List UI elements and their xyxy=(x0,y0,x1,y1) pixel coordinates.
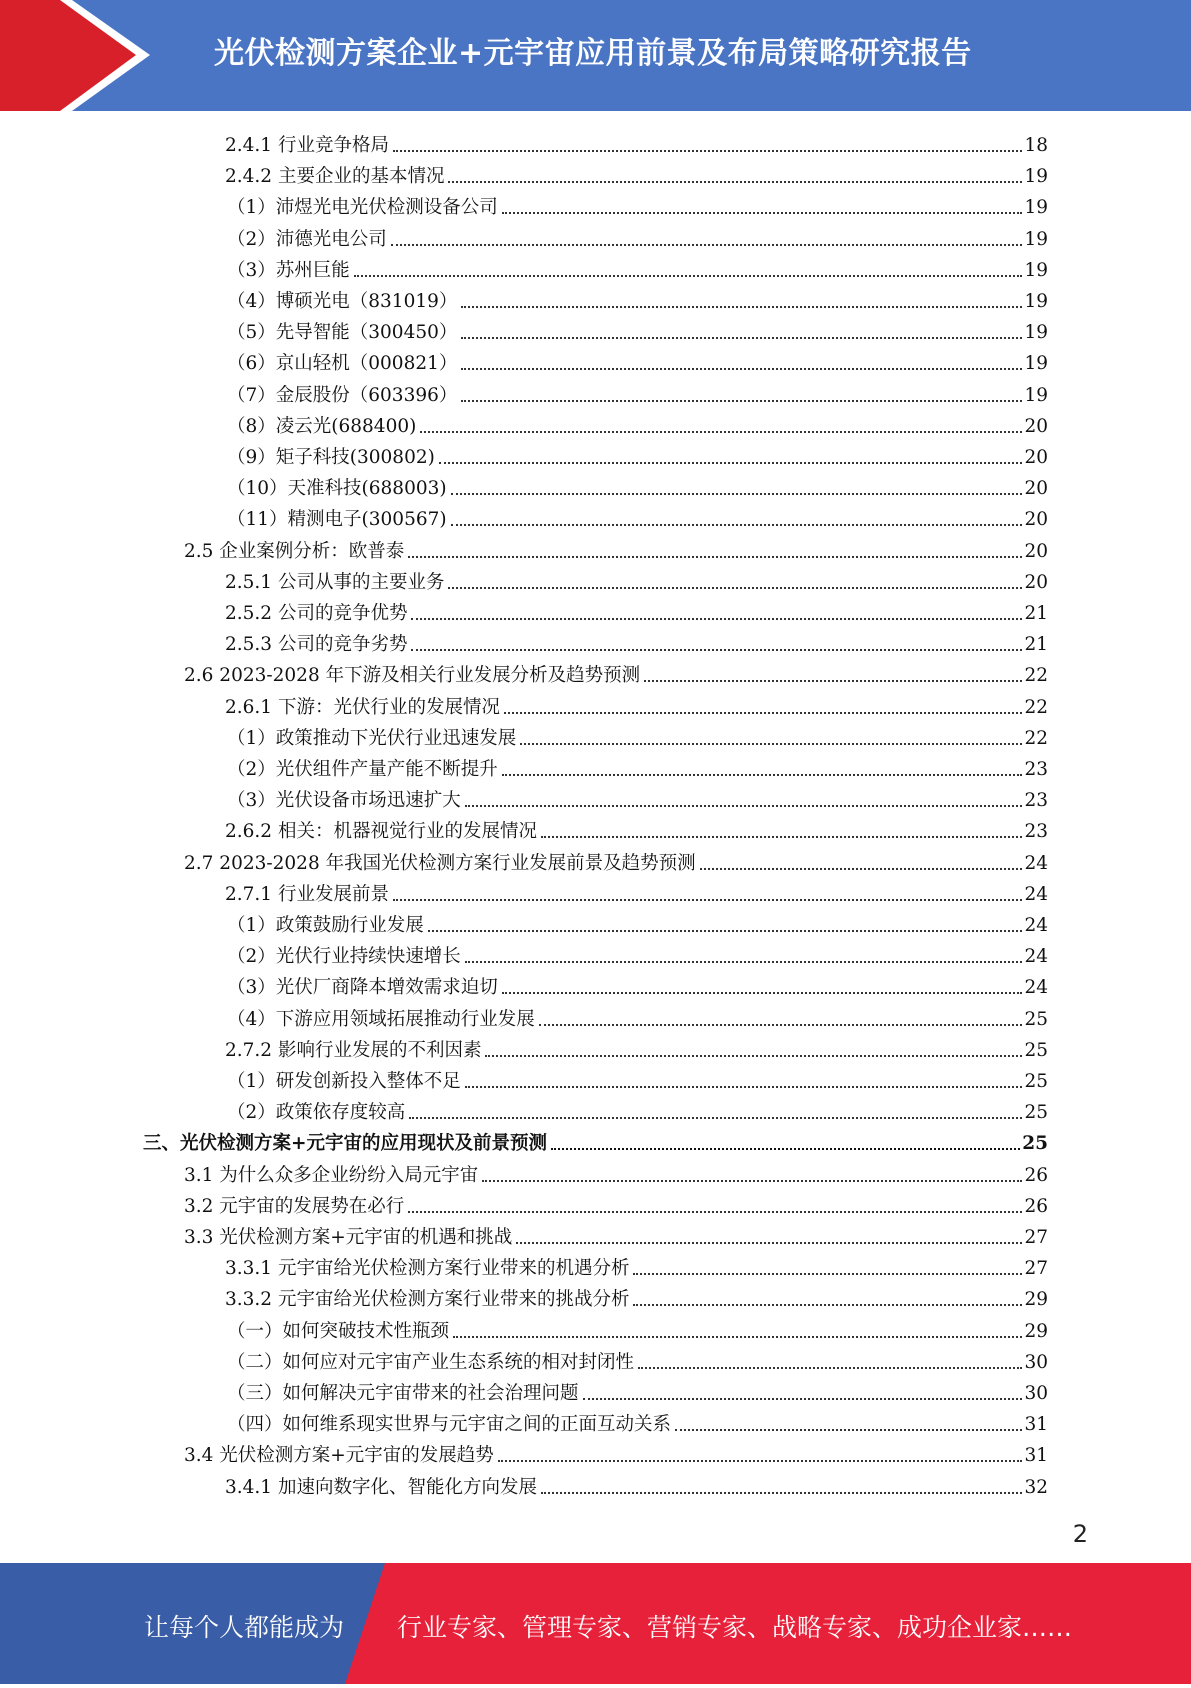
toc-entry-title: 2.7.2 影响行业发展的不利因素 xyxy=(225,1039,482,1061)
toc-dot-leader xyxy=(461,368,1022,370)
toc-entry[interactable] xyxy=(227,939,1048,969)
toc-dot-leader xyxy=(448,587,1022,589)
toc-entry-title: （2）光伏行业持续快速增长 xyxy=(227,946,461,968)
toc-entry-title: （1）研发创新投入整体不足 xyxy=(227,1071,461,1092)
toc-dot-leader xyxy=(393,150,1022,152)
toc-entry-title: 2.5.1 公司从事的主要业务 xyxy=(225,571,445,593)
toc-dot-leader xyxy=(409,1117,1022,1119)
toc-entry-page: 32 xyxy=(1024,1476,1048,1498)
toc-entry-title: （3）光伏厂商降本增效需求迫切 xyxy=(227,977,498,999)
toc-entry-title: 三、光伏检测方案+元宇宙的应用现状及前景预测 xyxy=(143,1133,548,1155)
toc-entry-title: （1）沛煜光电光伏检测设备公司 xyxy=(227,197,498,219)
toc-entry-page: 20 xyxy=(1024,509,1048,531)
toc-entry-title: 3.2 元宇宙的发展势在必行 xyxy=(184,1195,405,1217)
toc-dot-leader xyxy=(644,680,1022,682)
toc-entry-title: 2.5.3 公司的竞争劣势 xyxy=(225,634,408,656)
toc-entry-title: （2）沛德光电公司 xyxy=(227,228,387,250)
toc-entry-page: 27 xyxy=(1024,1258,1048,1280)
toc-dot-leader xyxy=(354,275,1023,277)
toc-entry[interactable] xyxy=(225,690,1048,720)
toc-entry-title: （9）矩子科技(300802) xyxy=(227,447,435,468)
toc-entry-title: （11）精测电子(300567) xyxy=(227,509,447,531)
toc-entry[interactable] xyxy=(227,1376,1048,1406)
toc-entry-title: （2）光伏组件产量产能不断提升 xyxy=(227,759,498,780)
toc-entry[interactable] xyxy=(227,440,1048,470)
toc-dot-leader xyxy=(439,462,1023,464)
toc-entry-page: 19 xyxy=(1024,291,1048,312)
toc-dot-leader xyxy=(516,1242,1022,1244)
toc-entry-page: 24 xyxy=(1024,977,1048,999)
toc-entry-page: 20 xyxy=(1024,478,1048,500)
footer-slogan-right: 行业专家、管理专家、营销专家、战略专家、成功企业家…… xyxy=(397,1613,1073,1642)
toc-dot-leader xyxy=(502,774,1023,776)
toc-dot-leader xyxy=(541,1492,1022,1494)
toc-entry-title: 2.6.2 相关：机器视觉行业的发展情况 xyxy=(225,821,537,843)
toc-entry-title: 3.1 为什么众多企业纷纷入局元宇宙 xyxy=(184,1164,479,1186)
toc-dot-leader xyxy=(465,1086,1023,1088)
toc-dot-leader xyxy=(583,1398,1023,1400)
toc-entry[interactable] xyxy=(227,970,1048,1000)
toc-entry-page: 22 xyxy=(1024,696,1048,718)
toc-dot-leader xyxy=(411,649,1022,651)
toc-entry-title: （2）政策依存度较高 xyxy=(227,1102,406,1124)
toc-dot-leader xyxy=(465,961,1023,963)
toc-entry-page: 25 xyxy=(1022,1133,1048,1155)
toc-entry[interactable] xyxy=(225,596,1048,626)
toc-dot-leader xyxy=(408,1211,1022,1213)
toc-entry[interactable] xyxy=(227,315,1048,345)
toc-entry-page: 30 xyxy=(1024,1351,1048,1373)
toc-dot-leader xyxy=(675,1429,1022,1431)
toc-entry-title: 2.6 2023-2028 年下游及相关行业发展分析及趋势预测 xyxy=(184,665,641,687)
toc-entry[interactable] xyxy=(227,752,1048,782)
toc-entry-page: 25 xyxy=(1024,1071,1048,1092)
toc-entry[interactable] xyxy=(227,222,1048,252)
toc-entry-page: 20 xyxy=(1024,540,1048,562)
toc-dot-leader xyxy=(461,306,1022,308)
toc-entry-title: 2.5 企业案例分析：欧普泰 xyxy=(184,540,405,562)
toc-entry-page: 19 xyxy=(1024,259,1048,281)
toc-dot-leader xyxy=(700,868,1023,870)
toc-dot-leader xyxy=(465,805,1023,807)
toc-entry[interactable] xyxy=(225,877,1048,907)
toc-entry-title: 3.3.2 元宇宙给光伏检测方案行业带来的挑战分析 xyxy=(225,1289,630,1311)
footer-slogan-left: 让每个人都能成为 xyxy=(144,1613,345,1642)
toc-dot-leader xyxy=(504,712,1022,714)
toc-entry-title: （3）光伏设备市场迅速扩大 xyxy=(227,790,461,812)
toc-dot-leader xyxy=(451,524,1023,526)
toc-entry-title: （4）下游应用领域拓展推动行业发展 xyxy=(227,1008,535,1030)
toc-entry[interactable] xyxy=(225,565,1048,595)
toc-entry-page: 20 xyxy=(1024,571,1048,593)
toc-dot-leader xyxy=(408,556,1022,558)
toc-dot-leader xyxy=(451,493,1023,495)
toc-entry[interactable] xyxy=(184,658,1048,688)
toc-dot-leader xyxy=(461,337,1022,339)
toc-entry-page: 26 xyxy=(1024,1164,1048,1186)
toc-entry-title: （1）政策鼓励行业发展 xyxy=(227,915,424,936)
toc-entry[interactable] xyxy=(184,1189,1048,1219)
toc-entry-title: （7）金辰股份（603396） xyxy=(227,384,458,406)
toc-entry-title: 2.4.2 主要企业的基本情况 xyxy=(225,166,445,188)
toc-entry-page: 19 xyxy=(1024,353,1048,375)
toc-entry[interactable] xyxy=(227,1407,1048,1437)
toc-dot-leader xyxy=(428,930,1023,932)
toc-entry-title: （二）如何应对元宇宙产业生态系统的相对封闭性 xyxy=(227,1351,635,1373)
toc-entry-title: （一）如何突破技术性瓶颈 xyxy=(227,1320,450,1342)
toc-entry[interactable] xyxy=(225,159,1048,189)
toc-dot-leader xyxy=(485,1055,1022,1057)
toc-entry-page: 24 xyxy=(1024,852,1048,874)
toc-entry-title: 3.3 光伏检测方案+元宇宙的机遇和挑战 xyxy=(184,1227,513,1248)
toc-entry[interactable] xyxy=(227,471,1048,501)
toc-entry-title: （6）京山轻机（000821） xyxy=(227,353,458,375)
toc-entry-page: 24 xyxy=(1024,915,1048,936)
toc-entry-title: （5）先导智能（300450） xyxy=(227,322,458,344)
toc-entry-page: 27 xyxy=(1024,1227,1048,1248)
toc-entry-page: 19 xyxy=(1024,322,1048,344)
toc-entry[interactable] xyxy=(227,1002,1048,1032)
toc-entry-page: 29 xyxy=(1024,1320,1048,1342)
toc-entry-title: 2.6.1 下游：光伏行业的发展情况 xyxy=(225,696,500,718)
toc-entry[interactable] xyxy=(184,1158,1048,1188)
toc-entry-page: 20 xyxy=(1024,415,1048,437)
toc-entry[interactable] xyxy=(225,627,1048,657)
toc-entry-page: 26 xyxy=(1024,1195,1048,1217)
toc-entry[interactable] xyxy=(227,378,1048,408)
toc-entry-page: 19 xyxy=(1024,228,1048,250)
toc-dot-leader xyxy=(498,1460,1023,1462)
toc-entry-page: 25 xyxy=(1024,1102,1048,1124)
toc-entry[interactable] xyxy=(184,846,1048,876)
toc-entry-page: 29 xyxy=(1024,1289,1048,1311)
toc-entry-page: 31 xyxy=(1024,1414,1048,1436)
toc-entry-page: 25 xyxy=(1024,1039,1048,1061)
toc-entry-page: 31 xyxy=(1024,1445,1048,1467)
toc-entry-title: 2.7.1 行业发展前景 xyxy=(225,883,389,905)
toc-entry-page: 24 xyxy=(1024,946,1048,968)
toc-entry-title: 3.4.1 加速向数字化、智能化方向发展 xyxy=(225,1476,537,1498)
toc-dot-leader xyxy=(502,212,1023,214)
toc-entry[interactable] xyxy=(227,1095,1048,1125)
toc-entry[interactable] xyxy=(227,502,1048,532)
toc-entry[interactable] xyxy=(227,346,1048,376)
toc-entry-title: 2.4.1 行业竞争格局 xyxy=(225,135,389,156)
toc-dot-leader xyxy=(453,1336,1022,1338)
toc-entry[interactable] xyxy=(227,721,1048,751)
toc-entry-page: 18 xyxy=(1024,135,1048,156)
toc-entry[interactable] xyxy=(227,284,1048,314)
toc-dot-leader xyxy=(551,1148,1020,1150)
toc-dot-leader xyxy=(448,181,1022,183)
toc-entry-page: 21 xyxy=(1024,634,1048,656)
toc-entry-title: （1）政策推动下光伏行业迅速发展 xyxy=(227,727,517,749)
toc-entry-title: 3.4 光伏检测方案+元宇宙的发展趋势 xyxy=(184,1445,494,1467)
toc-entry[interactable] xyxy=(227,1345,1048,1375)
toc-entry-title: （3）苏州巨能 xyxy=(227,259,350,281)
toc-entry-page: 23 xyxy=(1024,790,1048,812)
toc-entry-page: 23 xyxy=(1024,821,1048,843)
toc-entry-title: 3.3.1 元宇宙给光伏检测方案行业带来的机遇分析 xyxy=(225,1258,630,1280)
toc-entry-page: 23 xyxy=(1024,759,1048,780)
toc-entry[interactable] xyxy=(227,190,1048,220)
toc-entry[interactable] xyxy=(227,1314,1048,1344)
toc-entry[interactable] xyxy=(227,908,1048,938)
toc-entry[interactable] xyxy=(225,128,1048,158)
toc-entry-title: （三）如何解决元宇宙带来的社会治理问题 xyxy=(227,1383,579,1404)
toc-dot-leader xyxy=(520,743,1022,745)
toc-entry[interactable] xyxy=(227,1064,1048,1094)
toc-entry-title: （四）如何维系现实世界与元宇宙之间的正面互动关系 xyxy=(227,1414,672,1436)
toc-entry-page: 21 xyxy=(1024,603,1048,624)
toc-dot-leader xyxy=(633,1273,1022,1275)
toc-entry[interactable] xyxy=(225,1282,1048,1312)
toc-dot-leader xyxy=(391,244,1023,246)
document-title: 光伏检测方案企业+元宇宙应用前景及布局策略研究报告 xyxy=(214,36,972,71)
toc-entry-page: 19 xyxy=(1024,166,1048,188)
toc-entry[interactable] xyxy=(227,409,1048,439)
page-number: 2 xyxy=(1072,1520,1088,1548)
toc-entry[interactable] xyxy=(225,1470,1048,1500)
toc-dot-leader xyxy=(420,431,1022,433)
toc-entry-page: 24 xyxy=(1024,883,1048,905)
toc-entry[interactable] xyxy=(225,814,1048,844)
toc-dot-leader xyxy=(638,1367,1022,1369)
toc-entry[interactable] xyxy=(227,253,1048,283)
toc-entry[interactable] xyxy=(143,1126,1048,1156)
toc-entry-page: 20 xyxy=(1024,447,1048,468)
toc-entry[interactable] xyxy=(225,1033,1048,1063)
toc-dot-leader xyxy=(502,992,1023,994)
toc-dot-leader xyxy=(539,1024,1023,1026)
toc-entry[interactable] xyxy=(184,1220,1048,1250)
toc-dot-leader xyxy=(393,899,1022,901)
toc-entry-page: 22 xyxy=(1024,665,1048,687)
toc-entry-page: 25 xyxy=(1024,1008,1048,1030)
toc-entry-title: 2.5.2 公司的竞争优势 xyxy=(225,603,408,624)
toc-dot-leader xyxy=(482,1180,1022,1182)
toc-entry-title: （4）博硕光电（831019） xyxy=(227,291,458,312)
toc-entry[interactable] xyxy=(225,1251,1048,1281)
toc-entry[interactable] xyxy=(184,534,1048,564)
toc-entry-page: 19 xyxy=(1024,384,1048,406)
toc-entry-page: 19 xyxy=(1024,197,1048,219)
header-banner xyxy=(0,0,1191,111)
toc-entry-page: 22 xyxy=(1024,727,1048,749)
toc-dot-leader xyxy=(541,836,1022,838)
toc-dot-leader xyxy=(633,1304,1022,1306)
toc-entry-title: （10）天准科技(688003) xyxy=(227,478,447,500)
toc-entry[interactable] xyxy=(184,1438,1048,1468)
toc-entry-page: 30 xyxy=(1024,1383,1048,1404)
toc-entry-title: （8）凌云光(688400) xyxy=(227,415,417,437)
toc-entry[interactable] xyxy=(227,783,1048,813)
toc-dot-leader xyxy=(461,400,1022,402)
toc-entry-title: 2.7 2023-2028 年我国光伏检测方案行业发展前景及趋势预测 xyxy=(184,852,696,874)
toc-dot-leader xyxy=(411,618,1022,620)
